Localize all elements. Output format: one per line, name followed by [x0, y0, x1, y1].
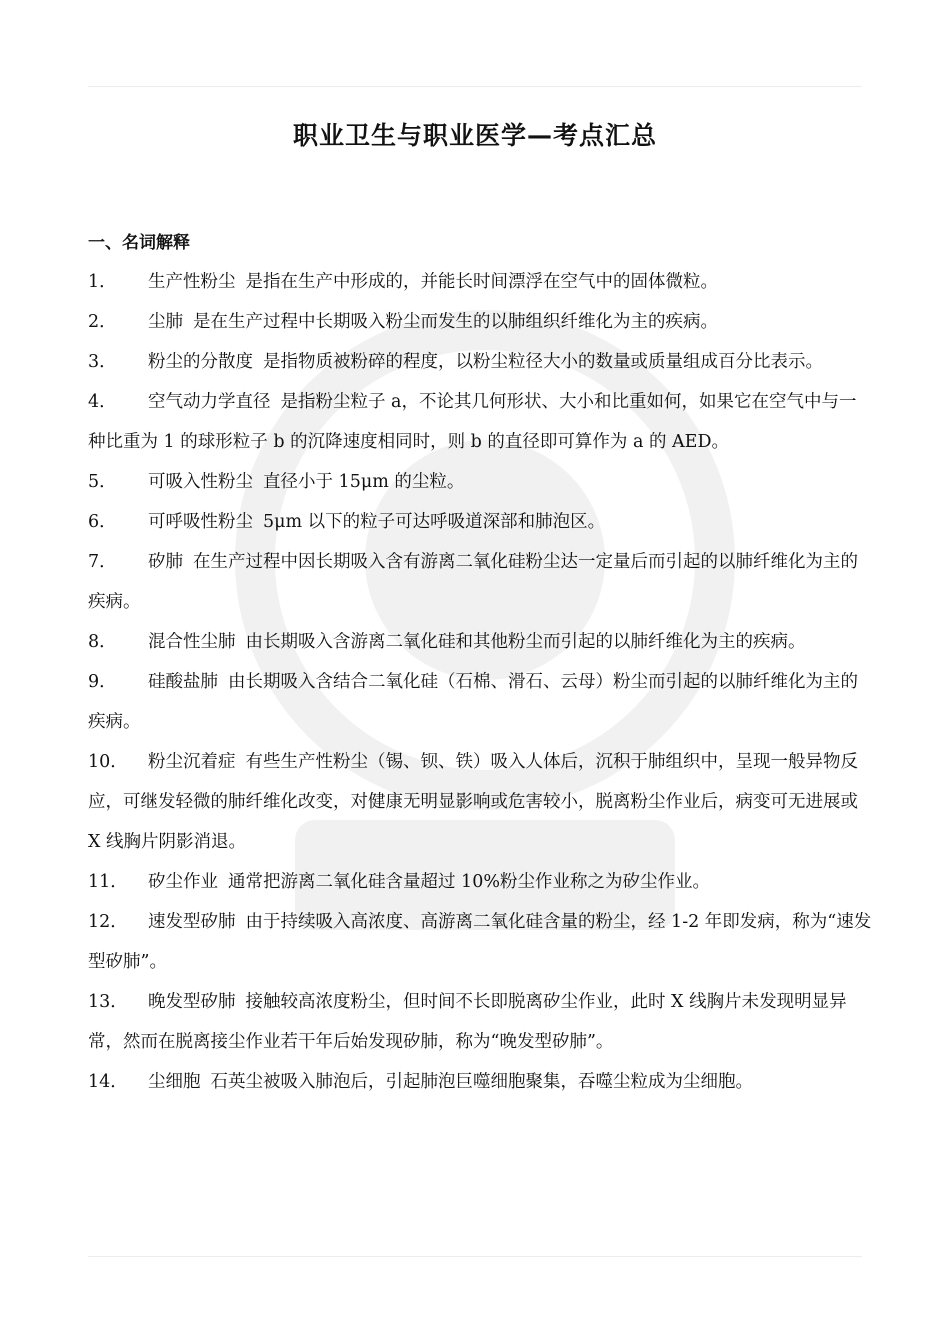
item-number: 7． — [88, 552, 117, 572]
definition-item — [88, 902, 873, 982]
definition: 是在生产过程中长期吸入粉尘而发生的以肺组织纤维化为主的疾病。 — [193, 312, 718, 332]
term: 粉尘的分散度 — [148, 352, 253, 372]
definition: 是指物质被粉碎的程度，以粉尘粒径大小的数量或质量组成百分比表示。 — [263, 352, 823, 372]
definition-item — [88, 662, 873, 742]
term: 矽肺 — [148, 552, 183, 572]
definition: 直径小于 15μm 的尘粒。 — [263, 472, 465, 492]
term: 可呼吸性粉尘 — [148, 512, 253, 532]
definition: 石英尘被吸入肺泡后，引起肺泡巨噬细胞聚集，吞噬尘粒成为尘细胞。 — [210, 1072, 753, 1092]
definition: 接触较高浓度粉尘，但时间不长即脱离矽尘作业，此时 X 线胸片未发现明显异常，然而在脱离接尘作业若干年后始发现矽肺，称为“晚发型矽肺”。 — [88, 992, 847, 1052]
definition-item — [88, 462, 873, 502]
item-number: 2． — [88, 312, 117, 332]
definition-item — [88, 262, 873, 302]
definition-item — [88, 982, 873, 1062]
item-number: 1． — [88, 272, 117, 292]
item-number: 13． — [88, 992, 128, 1012]
term: 速发型矽肺 — [148, 912, 236, 932]
term: 可吸入性粉尘 — [148, 472, 253, 492]
section-heading: 一、名词解释 — [88, 233, 190, 253]
definition: 有些生产性粉尘（锡、钡、铁）吸入人体后，沉积于肺组织中，呈现一般异物反应，可继发轻微的肺纤维化改变，对健康无明显影响或危害较小，脱离粉尘作业后，病变可无进展或 X 线胸片阴影消退。 — [88, 752, 858, 852]
term: 混合性尘肺 — [148, 632, 236, 652]
item-number: 9． — [88, 672, 117, 692]
definition-item — [88, 542, 873, 622]
definition: 由于持续吸入高浓度、高游离二氧化硅含量的粉尘，经 1-2 年即发病，称为“速发型矽肺”。 — [88, 912, 872, 972]
definition-item — [88, 742, 873, 862]
item-number: 12． — [88, 912, 128, 932]
item-number: 8． — [88, 632, 117, 652]
term: 尘细胞 — [148, 1072, 201, 1092]
definition: 由长期吸入含结合二氧化硅（石棉、滑石、云母）粉尘而引起的以肺纤维化为主的疾病。 — [88, 672, 858, 732]
definition: 在生产过程中因长期吸入含有游离二氧化硅粉尘达一定量后而引起的以肺纤维化为主的疾病。 — [88, 552, 858, 612]
term: 尘肺 — [148, 312, 183, 332]
definition: 由长期吸入含游离二氧化硅和其他粉尘而引起的以肺纤维化为主的疾病。 — [245, 632, 806, 652]
definition: 是指粉尘粒子 a，不论其几何形状、大小和比重如何，如果它在空气中与一种比重为 1 的球形粒子 b 的沉降速度相同时，则 b 的直径即可算作为 a 的 AED。 — [88, 392, 857, 452]
definition: 是指在生产中形成的，并能长时间漂浮在空气中的固体微粒。 — [245, 272, 718, 292]
top-divider — [88, 86, 862, 87]
term: 晚发型矽肺 — [148, 992, 236, 1012]
definition: 5μm 以下的粒子可达呼吸道深部和肺泡区。 — [263, 512, 606, 532]
definition-item — [88, 862, 873, 902]
definition-item — [88, 342, 873, 382]
document-title: 职业卫生与职业医学—考点汇总 — [292, 121, 657, 150]
definition-list — [88, 262, 873, 1102]
item-number: 11． — [88, 872, 128, 892]
term: 粉尘沉着症 — [148, 752, 236, 772]
item-number: 3． — [88, 352, 117, 372]
item-number: 6． — [88, 512, 117, 532]
definition-item — [88, 382, 873, 462]
item-number: 14． — [88, 1072, 128, 1092]
item-number: 4． — [88, 392, 117, 412]
term: 矽尘作业 — [148, 872, 218, 892]
term: 硅酸盐肺 — [148, 672, 218, 692]
item-number: 10． — [88, 752, 128, 772]
definition-item — [88, 622, 873, 662]
definition-item — [88, 302, 873, 342]
term: 空气动力学直径 — [148, 392, 271, 412]
bottom-divider — [88, 1256, 862, 1257]
item-number: 5． — [88, 472, 117, 492]
definition: 通常把游离二氧化硅含量超过 10%粉尘作业称之为矽尘作业。 — [228, 872, 710, 892]
term: 生产性粉尘 — [148, 272, 236, 292]
definition-item — [88, 1062, 873, 1102]
definition-item — [88, 502, 873, 542]
